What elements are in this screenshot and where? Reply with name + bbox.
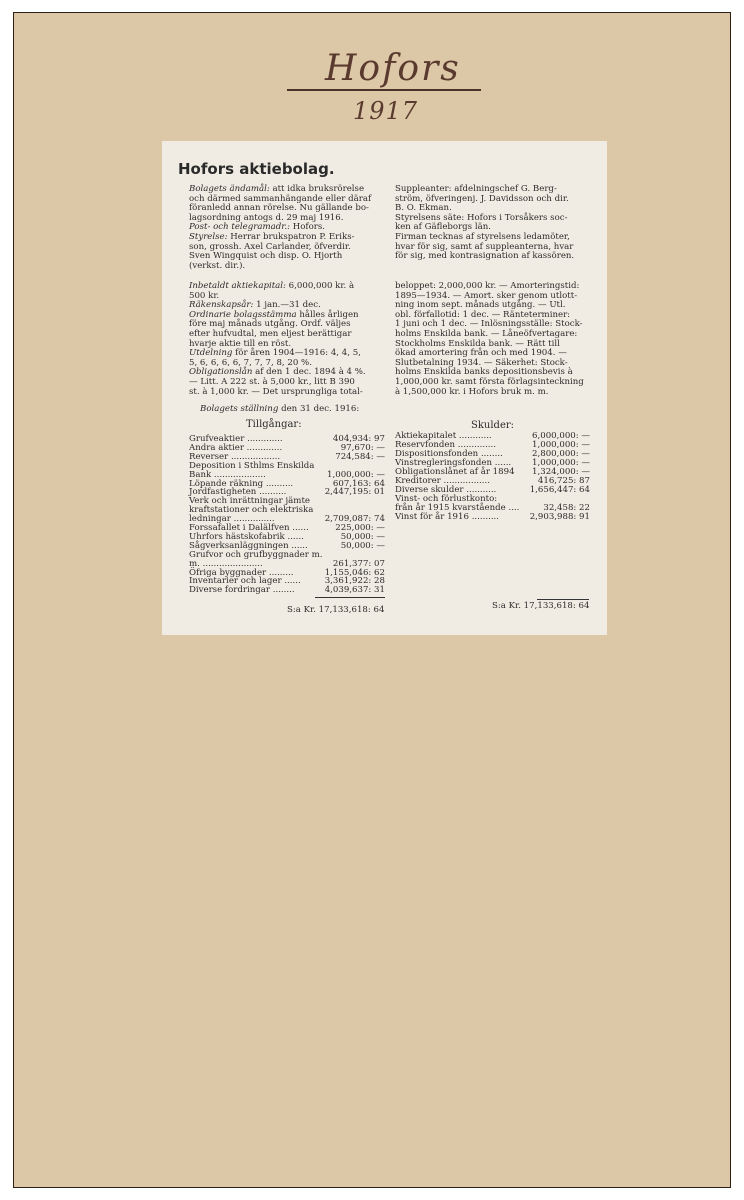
table-row-label: Andra aktier ............. (189, 442, 283, 453)
handwritten-year: 1917 (353, 97, 419, 125)
left-mid-line: 5, 6, 6, 6, 6, 7, 7, 7, 8, 20 %. (189, 357, 312, 368)
table-row-value: 724,584: — (335, 451, 385, 462)
table-row-label: Bank ................... (189, 469, 266, 480)
right-top-line: B. O. Ekman. (395, 203, 452, 214)
table-row-value: 1,000,000: — (532, 440, 590, 450)
liabilities-heading: Skulder: (471, 420, 515, 431)
table-row-label: Vinstregleringsfonden ...... (395, 458, 512, 468)
right-mid-line: Stockholms Enskilda bank. — Rätt till (395, 338, 560, 349)
handwritten-underline (287, 89, 481, 91)
table-row-value: 97,670: — (340, 442, 385, 453)
table-row-label: Grufvor och grufbyggnader m. (189, 549, 323, 560)
table-row-label: Reservfonden .............. (395, 440, 497, 450)
table-row-label: Grufveaktier ............. (189, 434, 283, 444)
left-top-line: son, grossh. Axel Carlander, öfverdir. (189, 241, 351, 252)
left-top-line: och därmed sammanhängande eller däraf (189, 193, 372, 204)
table-row-label: från år 1915 kvarstående .... (395, 503, 520, 513)
table-row-label: kraftstationer och elektriska (189, 505, 314, 516)
left-top-line: Post- och telegramadr.: Hofors. (189, 222, 326, 233)
assets-total: S:a Kr. 17,133,618: 64 (287, 605, 385, 615)
left-top-line: (verkst. dir.). (189, 260, 246, 271)
balance-intro: Bolagets ställning den 31 dec. 1916: (200, 404, 360, 414)
liabilities-total: S:a Kr. 17,133,618: 64 (492, 601, 590, 611)
table-row-value: 225,000: — (335, 523, 385, 533)
right-top-line: för sig, med kontrasignation af kassören. (395, 251, 575, 262)
right-top-line: ken af Gäfleborgs län. (395, 222, 491, 233)
left-mid-line: hvarje aktie till en röst. (189, 338, 292, 349)
table-row-label: m. ...................... (189, 558, 263, 569)
table-row-label: Aktiekapitalet ............ (395, 431, 492, 441)
right-mid-line: ning inom sept. månads utgång. — Utl. (395, 300, 566, 311)
right-mid-line: beloppet: 2,000,000 kr. — Amorteringstid: (395, 281, 580, 291)
left-top-line: Bolagets ändamål: att idka bruksrörelse (189, 184, 365, 194)
table-row-value: 2,709,087: 74 (324, 514, 385, 525)
table-row-value: 6,000,000: — (532, 431, 590, 441)
right-top-line: Styrelsens säte: Hofors i Torsåkers soc- (395, 212, 568, 223)
left-mid-line: Obligationslån af den 1 dec. 1894 à 4 %. (189, 367, 366, 378)
table-row-value: 32,458: 22 (543, 503, 590, 513)
clipping-title: Hofors aktiebolag. (178, 160, 335, 178)
table-row-value: 1,656,447: 64 (529, 485, 590, 495)
table-row-label: Inventarier och lager ...... (189, 576, 301, 587)
liabilities-sum-line (537, 599, 589, 600)
assets-sum-line (315, 597, 385, 598)
left-mid-line: 500 kr. (189, 290, 220, 301)
table-row-value: 2,447,195: 01 (324, 487, 385, 498)
left-mid-line: Räkenskapsår: 1 jan.—31 dec. (189, 300, 321, 311)
right-top-line: hvar för sig, samt af suppleanterna, hvar (395, 241, 574, 252)
table-row-label: Löpande räkning .......... (189, 478, 294, 489)
right-mid-line: holms Enskilda bank. — Låneöfvertagare: (395, 329, 578, 339)
table-row-value: 607,163: 64 (332, 478, 385, 489)
table-row-value: 404,934: 97 (332, 434, 385, 444)
right-mid-line: holms Enskilda banks depositionsbevis à (395, 367, 573, 378)
table-row-label: Reverser .................. (189, 451, 281, 462)
left-mid-line: Ordinarie bolagsstämma hålles årligen (189, 309, 359, 320)
right-mid-line: obl. förfallotid: 1 dec. — Ränteterminer: (395, 309, 571, 320)
table-row-label: Dispositionsfonden ........ (395, 449, 503, 459)
table-row-value: 3,361,922: 28 (324, 576, 385, 587)
right-top-line: Firman tecknas af styrelsens ledamöter, (395, 232, 570, 242)
table-row-value: 2,903,988: 91 (529, 512, 590, 522)
left-mid-line: efter hufvudtal, men eljest berättigar (189, 329, 352, 339)
table-row-value: 1,000,000: — (532, 458, 590, 468)
left-mid-line: — Litt. A 222 st. à 5,000 kr., litt B 390 (189, 377, 355, 387)
table-row-label: ledningar ............... (189, 514, 275, 525)
right-mid-line: 1 juni och 1 dec. — Inlösningsställe: Stock- (395, 319, 583, 330)
right-mid-line: 1895—1934. — Amort. sker genom utlott- (395, 290, 578, 301)
table-row-value: 1,324,000: — (532, 467, 590, 477)
table-row-value: 2,800,000: — (532, 449, 590, 459)
table-row-label: Jordfastigheten .......... (189, 487, 287, 498)
table-row-label: Kreditorer ................. (395, 476, 490, 486)
table-row-value: 50,000: — (340, 540, 385, 551)
left-top-line: Styrelse: Herrar brukspatron P. Eriks- (189, 232, 355, 242)
table-row-label: Sågverksanläggningen ...... (189, 540, 308, 551)
left-top-line: Sven Wingquist och disp. O. Hjorth (189, 251, 343, 262)
table-row-label: Deposition i Sthlms Enskilda (189, 460, 315, 471)
table-row-label: Vinst för år 1916 .......... (395, 512, 500, 522)
table-row-value: 50,000: — (340, 531, 385, 542)
table-row-value: 1,155,046: 62 (324, 567, 385, 578)
left-mid-line: Utdelning för åren 1904—1916: 4, 4, 5, (189, 348, 361, 359)
right-top-line: Suppleanter: afdelningschef G. Berg- (395, 184, 557, 194)
left-mid-line: Inbetaldt aktiekapital: 6,000,000 kr. à (189, 281, 355, 291)
table-row-value: 1,000,000: — (327, 469, 385, 480)
right-mid-line: à 1,500,000 kr. i Hofors bruk m. m. (395, 386, 549, 397)
table-row-value: 261,377: 07 (332, 558, 385, 569)
table-row-label: Verk och inrättningar jämte (189, 496, 310, 507)
left-mid-line: före maj månads utgång. Ordf. väljes (189, 319, 351, 330)
table-row-label: Forssafallet i Dalälfven ...... (189, 523, 309, 533)
table-row-label: Obligationslånet af år 1894 (395, 467, 515, 477)
table-row-label: Diverse fordringar ........ (189, 585, 295, 596)
table-row-label: Uhrfors hästskofabrik ...... (189, 531, 304, 542)
table-row-label: Öfriga byggnader ......... (189, 567, 294, 578)
table-row-label: Vinst- och förlustkonto: (395, 494, 498, 504)
right-top-line: ström, öfveringenj. J. Davidsson och dir. (395, 193, 569, 204)
handwritten-title: Hofors (325, 48, 461, 89)
table-row-value: 416,725: 87 (537, 476, 590, 486)
table-row-value: 4,039,637: 31 (324, 585, 385, 596)
right-mid-line: Slutbetalning 1934. — Säkerhet: Stock- (395, 357, 568, 368)
left-top-line: lagsordning antogs d. 29 maj 1916. (189, 212, 344, 223)
right-mid-line: 1,000,000 kr. samt första förlagsinteckning (395, 377, 584, 387)
left-top-line: föranledd annan rörelse. Nu gällande bo- (189, 203, 369, 214)
assets-heading: Tillgångar: (246, 419, 302, 430)
right-mid-line: ökad amortering från och med 1904. — (395, 348, 567, 359)
left-mid-line: st. à 1,000 kr. — Det ursprungliga total- (189, 386, 363, 397)
table-row-label: Diverse skulder ........... (395, 485, 497, 495)
